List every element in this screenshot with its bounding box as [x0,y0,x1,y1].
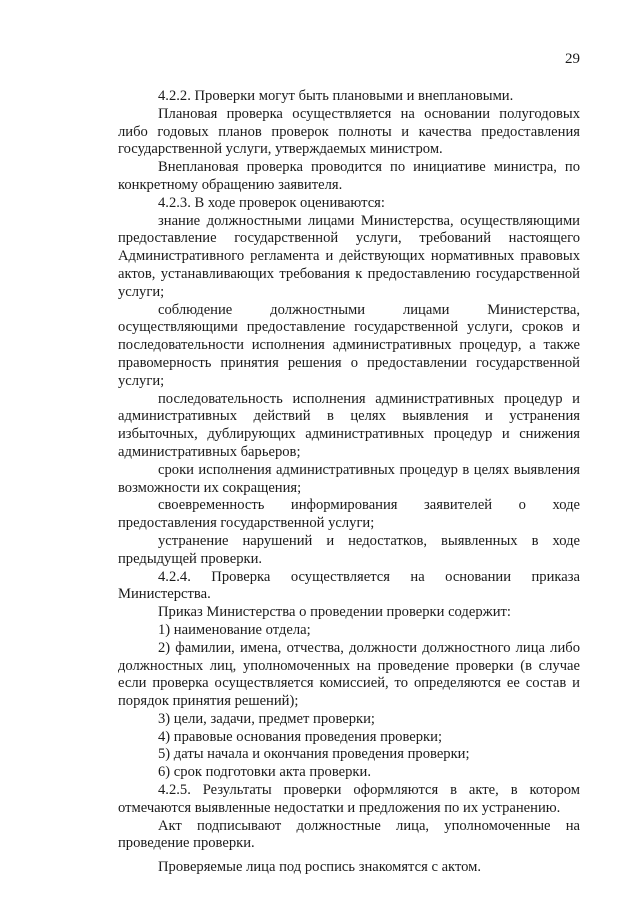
paragraph: своевременность информирования заявителей о ходе предоставления государственной услуги; [118,497,580,532]
list-item: 2) фамилии, имена, отчества, должности должностного лица либо должностных лиц, уполномоченных на проведение проверки (в случае если проверка осуществляется комиссией, то определяются ее состав и порядок принятия решений); [118,639,580,710]
paragraph: Акт подписывают должностные лица, уполномоченные на проведение проверки. [118,817,580,852]
paragraph: соблюдение должностными лицами Министерства, осуществляющими предоставление государственной услуги, сроков и последовательности исполнения административных процедур, а также правомерность принятия решения о предоставлении государственной услуги; [118,301,580,389]
paragraph: Проверяемые лица под роспись знакомятся с актом. [158,859,482,876]
paragraph: Внеплановая проверка проводится по инициативе министра, по конкретному обращению заявителя. [118,159,580,193]
paragraph: сроки исполнения административных процедур в целях выявления возможности их сокращения; [118,461,580,496]
paragraph: знание должностными лицами Министерства, осуществляющими предоставление государственной услуги, требований настоящего Административного регламента и действующих нормативных правовых актов, устанавливающих требования к предоставлению государственной услуги; [118,212,580,300]
list-item: 5) даты начала и окончания проведения проверки; [158,746,470,763]
paragraph: 4.2.2. Проверки могут быть плановыми и внеплановыми. [158,88,514,104]
paragraph: Приказ Министерства о проведении проверки содержит: [158,604,511,621]
list-item: 4) правовые основания проведения проверки; [158,728,443,745]
paragraph: устранение нарушений и недостатков, выявленных в ходе предыдущей проверки. [118,532,580,567]
paragraph: 4.2.5. Результаты проверки оформляются в акте, в котором отмечаются выявленные недостатки и предложения по их устранению. [118,782,580,816]
paragraph: Плановая проверка осуществляется на основании полугодовых либо годовых планов проверок полноты и качества предоставления государственной услуги, утверждаемых министром. [118,105,580,158]
list-item: 3) цели, задачи, предмет проверки; [158,710,375,727]
paragraph: 4.2.4. Проверка осуществляется на основании приказа Министерства. [118,568,580,603]
paragraph: 4.2.3. В ходе проверок оцениваются: [158,194,385,211]
list-item: 6) срок подготовки акта проверки. [158,764,371,781]
list-item: 1) наименование отдела; [158,621,311,638]
document-body [118,88,580,877]
page-number: 29 [565,51,580,67]
paragraph: последовательность исполнения административных процедур и административных действий в целях выявления и устранения избыточных, дублирующих административных процедур и снижения административных барьеров; [118,390,580,460]
